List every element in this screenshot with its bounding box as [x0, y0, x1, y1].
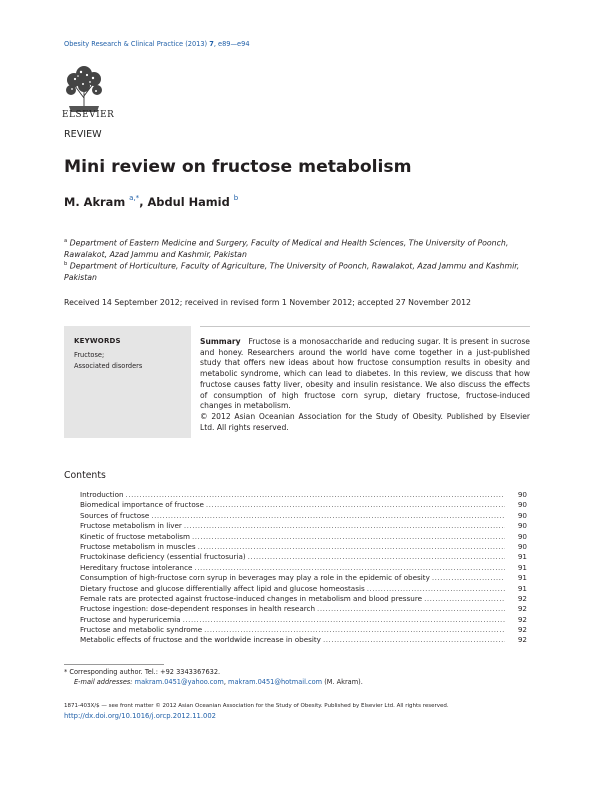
- toc-entry[interactable]: [80, 584, 527, 594]
- toc-title: Female rats are protected against fructose-induced changes in metabolism and blood pressure: [80, 593, 423, 603]
- toc-page: 92: [517, 614, 527, 624]
- doi-link[interactable]: http://dx.doi.org/10.1016/j.orcp.2012.11.002: [64, 712, 216, 720]
- email-link[interactable]: makram.0451@yahoo.com: [134, 678, 224, 686]
- summary-abstract: [200, 337, 530, 433]
- toc-entry[interactable]: [80, 604, 527, 614]
- toc-page: 91: [517, 573, 527, 583]
- author-affiliation-marker[interactable]: b: [233, 194, 239, 202]
- toc-leader: [182, 521, 505, 530]
- toc-page: 92: [517, 604, 527, 614]
- email-suffix: (M. Akram).: [322, 678, 363, 686]
- email-note: [74, 678, 363, 686]
- toc-entry[interactable]: [80, 625, 527, 635]
- toc-entry[interactable]: [80, 511, 527, 521]
- toc-leader: [422, 594, 505, 603]
- journal-name: Obesity Research & Clinical Practice: [64, 40, 184, 48]
- journal-year: (2013): [185, 40, 208, 48]
- toc-title: Fructokinase deficiency (essential fructosuria): [80, 552, 246, 562]
- author-affiliation-marker[interactable]: a,*: [129, 194, 140, 202]
- keyword: Associated disorders: [74, 362, 143, 370]
- author-name[interactable]: M. Akram: [64, 195, 126, 209]
- toc-entry[interactable]: [80, 563, 527, 573]
- keyword: Fructose;: [74, 351, 105, 359]
- email-link[interactable]: makram.0451@hotmail.com: [228, 678, 323, 686]
- toc-leader: [192, 563, 505, 572]
- toc-leader: [196, 542, 505, 551]
- toc-leader: [315, 604, 505, 613]
- journal-volume: 7: [209, 40, 214, 48]
- toc-page: 90: [517, 510, 527, 520]
- toc-page: 91: [517, 562, 527, 572]
- table-of-contents: [80, 490, 527, 646]
- toc-entry[interactable]: [80, 500, 527, 510]
- toc-title: Fructose metabolism in liver: [80, 521, 182, 531]
- summary-copyright: © 2012 Asian Oceanian Association for the Study of Obesity. Published by Elsevier Ltd. All rights reserved.: [200, 411, 530, 432]
- toc-entry[interactable]: [80, 635, 527, 645]
- toc-page: 90: [517, 490, 527, 499]
- toc-leader: [202, 625, 505, 634]
- toc-entry[interactable]: [80, 552, 527, 562]
- footnote-divider: [64, 664, 164, 665]
- author-separator: ,: [139, 195, 148, 209]
- article-type: REVIEW: [64, 129, 102, 140]
- affiliation-marker: b: [64, 261, 68, 267]
- email-label: E-mail addresses:: [74, 678, 133, 686]
- toc-title: Fructose and hyperuricemia: [80, 614, 181, 624]
- affiliation: [64, 259, 524, 283]
- toc-title: Metabolic effects of fructose and the worldwide increase in obesity: [80, 635, 321, 645]
- issn-line: 1871-403X/$ — see front matter © 2012 Asian Oceanian Association for the Study of Obesity. Published by Elsevier Ltd. All rights reserved.: [64, 703, 449, 709]
- toc-leader: [246, 552, 505, 561]
- email-separator: ,: [223, 678, 229, 686]
- toc-title: Kinetic of fructose metabolism: [80, 531, 190, 541]
- keywords-heading: KEYWORDS: [74, 337, 121, 345]
- toc-entry[interactable]: [80, 521, 527, 531]
- toc-title: Dietary fructose and glucose differentially affect lipid and glucose homeostasis: [80, 583, 365, 593]
- toc-title: Fructose metabolism in muscles: [80, 541, 196, 551]
- contents-heading: Contents: [64, 470, 106, 481]
- toc-leader: [430, 573, 505, 582]
- toc-title: Hereditary fructose intolerance: [80, 562, 193, 572]
- toc-leader: [124, 490, 505, 499]
- toc-page: 91: [517, 552, 527, 562]
- toc-title: Fructose and metabolic syndrome: [80, 625, 203, 635]
- toc-title: Biomedical importance of fructose: [80, 500, 204, 510]
- toc-page: 90: [517, 541, 527, 551]
- toc-entry[interactable]: [80, 573, 527, 583]
- summary-text: Fructose is a monosaccharide and reducing sugar. It is present in sucrose and honey. Researchers around the world have come together in a just-published study that offers new ideas about how fructose consumption results in obesity and metabolic syndrome, which can lead to diabetes. In this review, we discuss that how fructose causes fatty liver, obesity and insulin resistance. We also discuss the effects of consumption of high fructose corn syrup, dietary fructose, fructose-induced changes in metabolism.: [200, 337, 530, 411]
- toc-title: Fructose ingestion: dose-dependent responses in health research: [80, 604, 316, 614]
- affiliation-text: Department of Horticulture, Faculty of Agriculture, The University of Poonch, Rawalakot, Azad Jammu and Kashmir, Pakistan: [64, 261, 520, 282]
- toc-leader: [204, 500, 505, 509]
- toc-page: 90: [517, 500, 527, 510]
- affiliation-marker: a: [64, 238, 68, 244]
- toc-page: 92: [517, 593, 527, 603]
- toc-leader: [365, 584, 505, 593]
- toc-leader: [321, 635, 505, 644]
- toc-entry[interactable]: [80, 490, 527, 500]
- toc-page: 90: [517, 531, 527, 541]
- toc-leader: [149, 511, 505, 520]
- toc-entry[interactable]: [80, 542, 527, 552]
- toc-title: Sources of fructose: [80, 510, 150, 520]
- publisher-name: ELSEVIER: [62, 110, 115, 120]
- journal-pages: , e89—e94: [213, 40, 250, 48]
- toc-entry[interactable]: [80, 615, 527, 625]
- received-dates: Received 14 September 2012; received in revised form 1 November 2012; accepted 27 November 2012: [64, 298, 472, 307]
- author-name[interactable]: Abdul Hamid: [147, 195, 230, 209]
- toc-page: 91: [517, 583, 527, 593]
- affiliation-text: Department of Eastern Medicine and Surgery, Faculty of Medical and Health Sciences, The University of Poonch, Rawalakot, Azad Jammu and Kashmir, Pakistan: [64, 238, 509, 259]
- toc-title: Consumption of high-fructose corn syrup in beverages may play a role in the epidemic of obesity: [80, 573, 430, 583]
- toc-page: 90: [517, 521, 527, 531]
- summary-divider: [200, 326, 530, 327]
- journal-citation[interactable]: [64, 40, 250, 48]
- toc-page: 92: [517, 625, 527, 635]
- toc-leader: [190, 532, 505, 541]
- toc-leader: [181, 615, 505, 624]
- author-list: [64, 195, 238, 209]
- toc-entry[interactable]: [80, 594, 527, 604]
- toc-page: 92: [517, 635, 527, 645]
- summary-label: Summary: [200, 337, 241, 346]
- corresponding-author-note: * Corresponding author. Tel.: +92 3343367632.: [64, 668, 221, 676]
- article-title: Mini review on fructose metabolism: [64, 157, 412, 177]
- affiliation: [64, 236, 524, 260]
- toc-entry[interactable]: [80, 532, 527, 542]
- toc-title: Introduction: [80, 490, 124, 499]
